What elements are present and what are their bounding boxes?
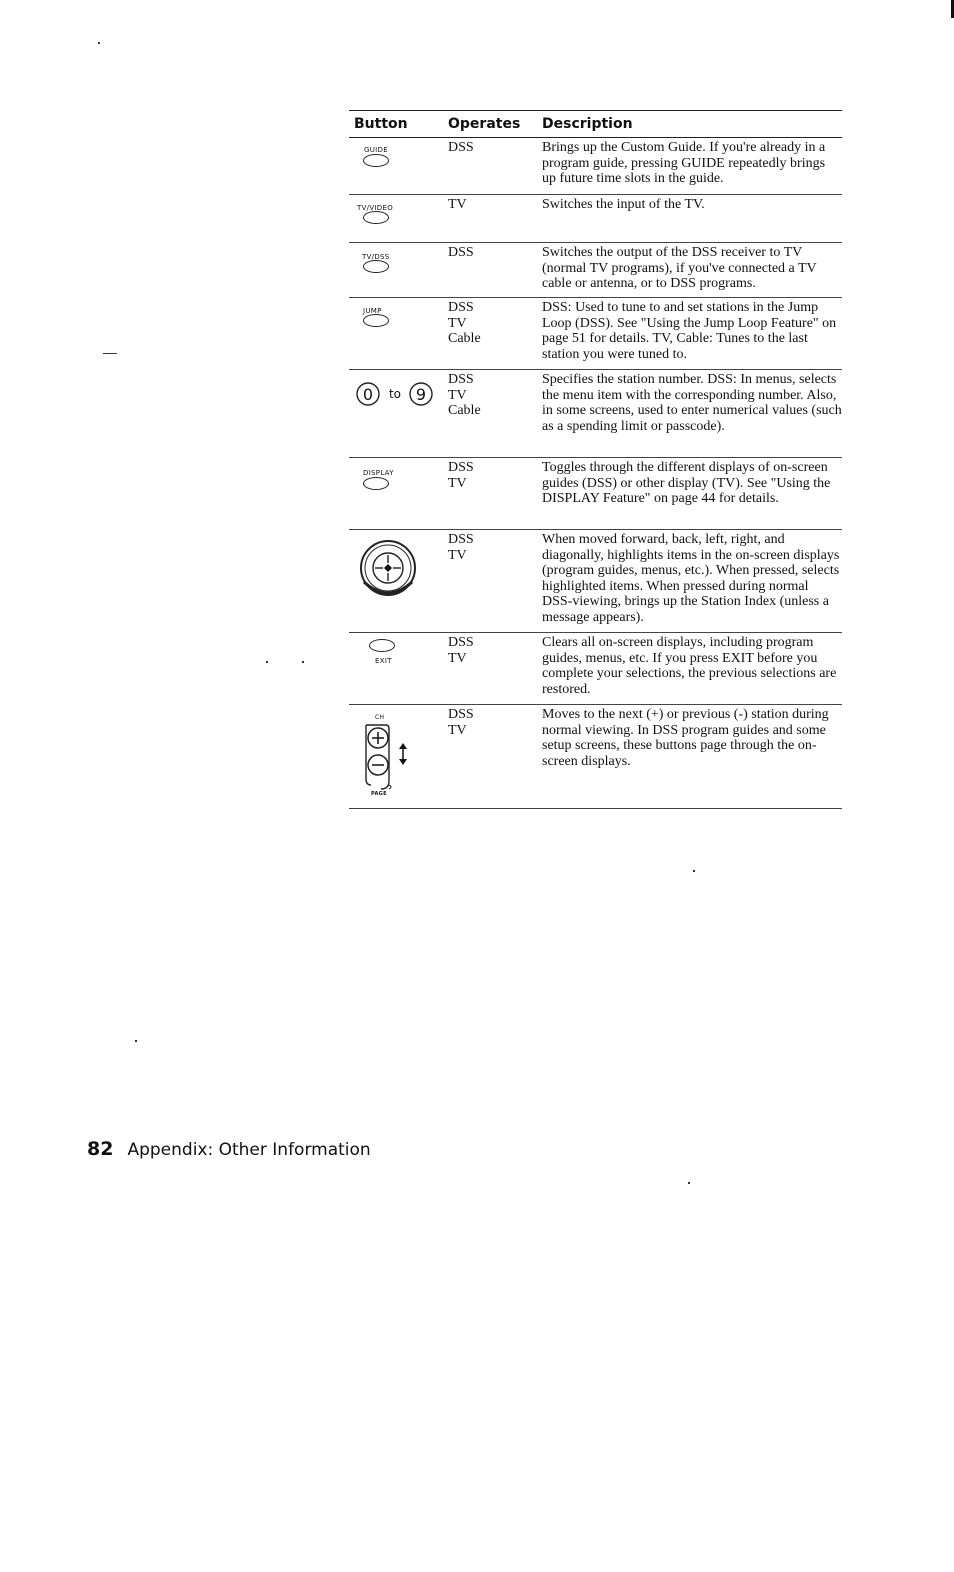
table-row xyxy=(349,633,842,705)
speck xyxy=(266,661,268,663)
description-cell: Moves to the next (+) or previous (-) station during normal viewing. In DSS program guides and some setup screens, these buttons page through the on-screen displays. xyxy=(542,707,829,769)
operates-item: TV xyxy=(448,547,467,563)
guide-button-icon xyxy=(349,138,448,194)
channel-page-graphic xyxy=(349,705,448,805)
operates-cell xyxy=(448,298,542,369)
number-buttons-icon xyxy=(349,370,448,457)
header-description: Description xyxy=(542,116,633,132)
table-row xyxy=(349,370,842,458)
oval-button-icon xyxy=(369,639,395,652)
operates-item: TV xyxy=(448,197,467,212)
page-number: 82 xyxy=(87,1138,114,1160)
operates-item: DSS xyxy=(448,532,474,547)
operates-cell xyxy=(448,195,542,242)
operates-item: TV xyxy=(448,315,467,331)
page-footer xyxy=(87,1138,371,1160)
description-cell: DSS: Used to tune to and set stations in the Jump Loop (DSS). See "Using the Jump Loop Feature" on page 51 for details. TV, Cable: Tunes to the last station you were tuned to. xyxy=(542,300,837,362)
operates-item: DSS xyxy=(448,245,474,260)
operates-item: DSS xyxy=(448,300,474,315)
description-cell: Switches the input of the TV. xyxy=(542,197,705,212)
channel-page-buttons-icon xyxy=(349,705,448,808)
oval-button-icon xyxy=(363,154,389,167)
operates-cell xyxy=(448,138,542,194)
button-label: DISPLAY xyxy=(363,469,394,477)
digit-zero: 0 xyxy=(362,385,374,404)
operates-item: DSS xyxy=(448,372,474,387)
operates-cell xyxy=(448,633,542,704)
button-label: TV/VIDEO xyxy=(357,204,393,212)
joystick-graphic xyxy=(349,530,448,630)
number-buttons-graphic xyxy=(349,370,448,410)
page-label: PAGE xyxy=(371,791,387,797)
digit-nine: 9 xyxy=(415,385,427,404)
operates-item: DSS xyxy=(448,707,474,722)
description-cell: When moved forward, back, left, right, and diagonally, highlights items in the on-screen displays (program guides, menus, etc.). When pressed, selects highlighted items. When pressed during normal DSS-viewing, brings up the Station Index (unless a message appears). xyxy=(542,532,840,625)
operates-item: TV xyxy=(448,387,467,403)
jump-button-icon xyxy=(349,298,448,369)
description-cell: Specifies the station number. DSS: In menus, selects the menu item with the corresponding number. Also, in some screens, used to enter numerical values (such as a spending limit or passcode). xyxy=(542,372,842,434)
table-row xyxy=(349,530,842,633)
description-cell: Toggles through the different displays of on-screen guides (DSS) or other display (TV). See "Using the DISPLAY Feature" on page 44 for details. xyxy=(542,460,831,507)
header-button: Button xyxy=(354,116,408,132)
button-label: JUMP xyxy=(363,307,382,315)
table-header xyxy=(349,110,842,138)
header-operates: Operates xyxy=(448,116,521,132)
operates-item: DSS xyxy=(448,460,474,475)
operates-item: DSS xyxy=(448,635,474,650)
speck xyxy=(103,353,117,354)
operates-item: DSS xyxy=(448,140,474,155)
chapter-title: Appendix: Other Information xyxy=(127,1140,371,1160)
table-row xyxy=(349,195,842,243)
speck xyxy=(693,870,695,872)
operates-cell xyxy=(448,705,542,808)
description-cell: Brings up the Custom Guide. If you're already in a program guide, pressing GUIDE repeatedly brings up future time slots in the guide. xyxy=(542,140,826,187)
description-cell: Switches the output of the DSS receiver to TV (normal TV programs), if you've connected a TV cable or antenna, or to DSS programs. xyxy=(542,245,817,292)
exit-button-icon xyxy=(349,633,448,704)
tv-dss-button-icon xyxy=(349,243,448,297)
table-row xyxy=(349,243,842,298)
joystick-icon xyxy=(349,530,448,632)
operates-item: TV xyxy=(448,475,467,491)
operates-cell xyxy=(448,370,542,457)
speck xyxy=(302,661,304,663)
tv-video-button-icon xyxy=(349,195,448,242)
button-label: EXIT xyxy=(375,657,392,665)
operates-cell xyxy=(448,530,542,632)
table-row xyxy=(349,138,842,195)
button-label: CH xyxy=(375,714,385,721)
oval-button-icon xyxy=(363,477,389,490)
operates-item: TV xyxy=(448,722,467,738)
speck xyxy=(98,42,100,44)
table-row xyxy=(349,298,842,370)
table-bottom-rule xyxy=(349,808,842,809)
oval-button-icon xyxy=(363,260,389,273)
operates-cell xyxy=(448,243,542,297)
operates-item: Cable xyxy=(448,403,481,419)
oval-button-icon xyxy=(363,211,389,224)
button-label: GUIDE xyxy=(364,146,388,154)
operates-item: TV xyxy=(448,650,467,666)
operates-cell xyxy=(448,458,542,529)
button-label: TV/DSS xyxy=(362,253,390,261)
speck xyxy=(688,1182,690,1184)
table-row xyxy=(349,458,842,530)
description-cell: Clears all on-screen displays, including program guides, menus, etc. If you press EXIT before you complete your selections, the previous selections are restored. xyxy=(542,635,837,697)
table-row xyxy=(349,705,842,808)
remote-buttons-table xyxy=(349,110,842,808)
operates-item: Cable xyxy=(448,331,481,347)
speck xyxy=(135,1040,137,1042)
to-label: to xyxy=(388,387,402,401)
display-button-icon xyxy=(349,458,448,529)
oval-button-icon xyxy=(363,314,389,327)
